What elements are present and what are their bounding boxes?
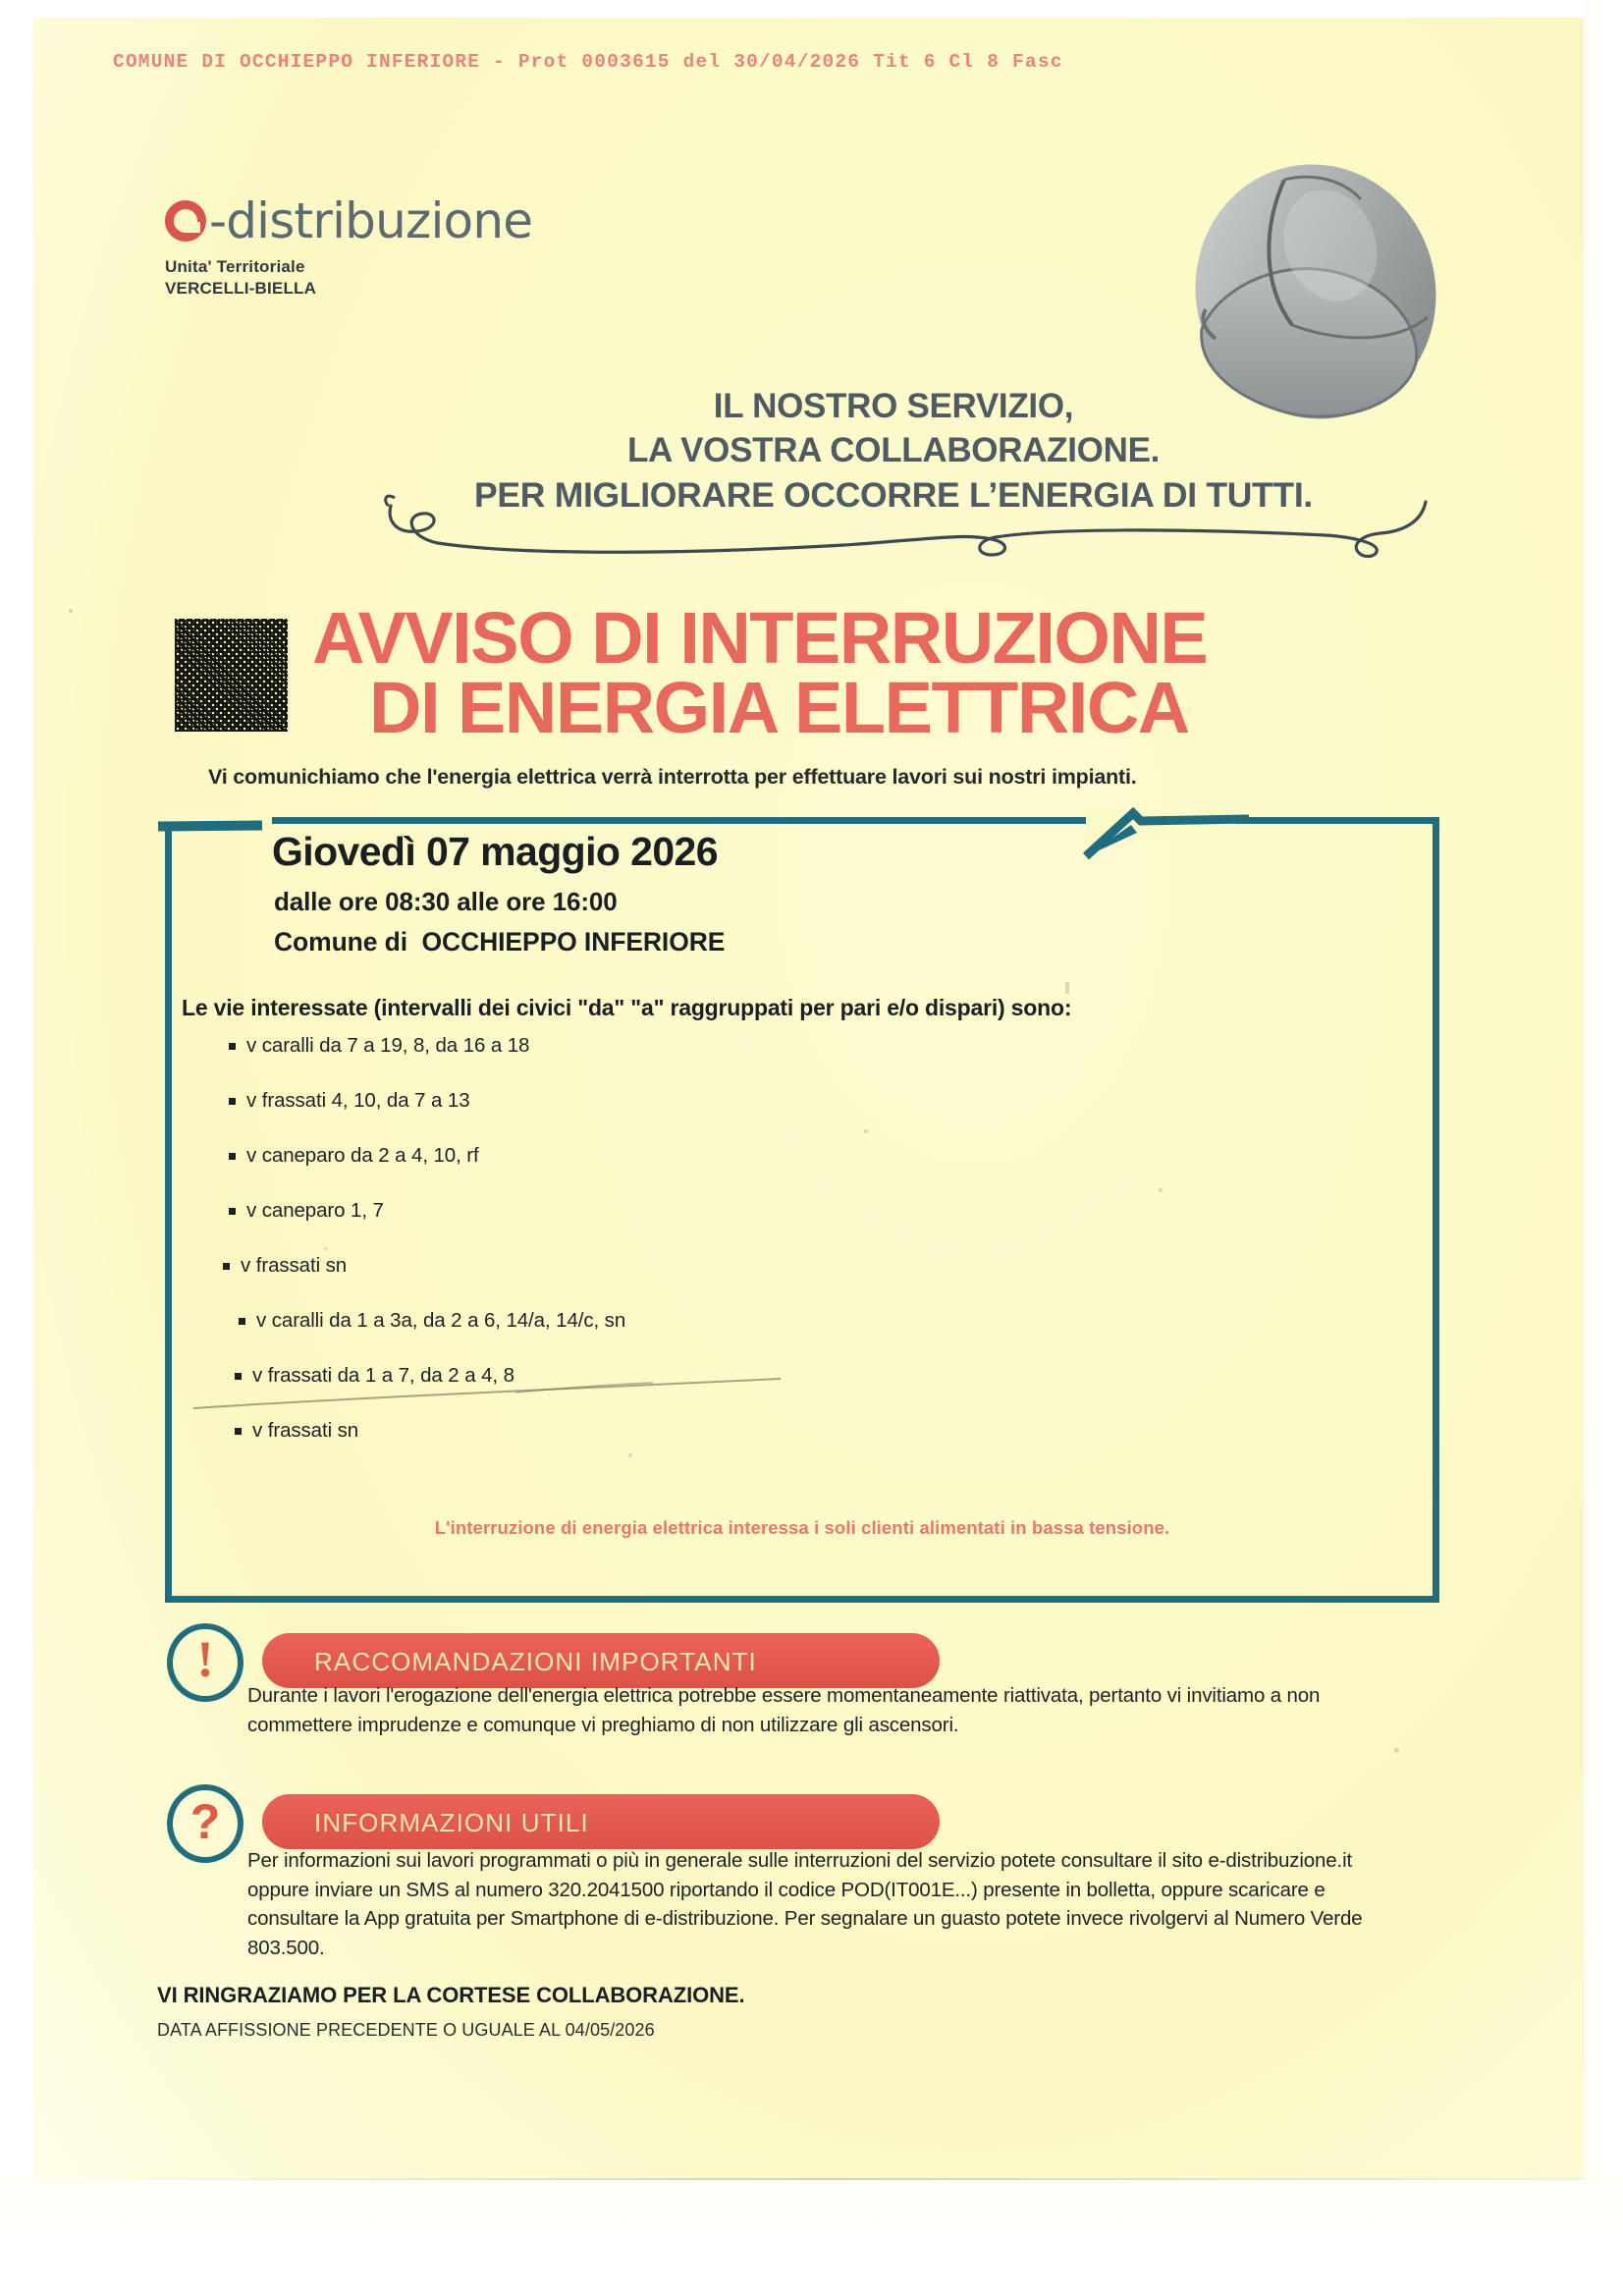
title-line-1: AVVISO DI INTERRUZIONE <box>312 597 1208 679</box>
section-bar <box>262 1794 940 1849</box>
scan-margin-left <box>0 0 33 2296</box>
qr-code-stamp <box>175 619 288 732</box>
information-body: Per informazioni sui lavori programmati o più in generale sulle interruzioni del servizio potete consultare il sito e-distribuzione.it oppure inviare un SMS al numero 320.2041500 riportando il codice POD(IT001E...) presente in bolletta, oppure scaricare e consultare la App gratuita per Smartphone di e-distribuzione. Per segnalare un guasto potete invece rivolgervi al Numero Verde 803.500. <box>247 1849 1363 1960</box>
outage-date: Giovedì 07 maggio 2026 <box>272 829 718 874</box>
slogan-line-2: LA VOSTRA COLLABORAZIONE. <box>626 430 1161 469</box>
question-glyph: ? <box>189 1794 221 1849</box>
outage-comune <box>274 927 725 957</box>
squiggle-divider <box>383 488 1434 559</box>
scan-speck <box>1217 324 1222 329</box>
posting-date-line: DATA AFFISSIONE PRECEDENTE O UGUALE AL 04/05/2026 <box>157 2020 655 2040</box>
scan-speck <box>324 1247 327 1250</box>
unit-name: VERCELLI-BIELLA <box>165 278 317 298</box>
box-notch-left-bar <box>158 820 262 831</box>
scan-margin-bottom <box>0 2178 1623 2296</box>
list-item: v caneparo 1, 7 <box>221 1199 1301 1223</box>
list-item: v frassati sn <box>215 1254 1301 1278</box>
scan-fold-line <box>33 2178 1584 2180</box>
comune-name: OCCHIEPPO INFERIORE <box>421 927 726 957</box>
lead-text: Vi comunichiamo che l'energia elettrica verrà interrotta per effettuare lavori sui nostri impianti. <box>208 765 1137 789</box>
section-heading: INFORMAZIONI UTILI <box>314 1808 589 1837</box>
brand-logo <box>165 192 533 300</box>
scan-speck <box>864 1129 868 1133</box>
scan-speck <box>69 609 73 613</box>
low-voltage-note: L'interruzione di energia elettrica interessa i soli clienti alimentati in bassa tensione. <box>434 1517 1170 1538</box>
territorial-unit <box>165 256 532 300</box>
scan-speck <box>1065 982 1069 994</box>
list-item: v caralli da 1 a 3a, da 2 a 6, 14/a, 14/c, sn <box>231 1309 1301 1333</box>
comune-label: Comune di <box>274 927 408 957</box>
e-distribuzione-e-icon <box>165 200 206 242</box>
title-line-2: DI ENERGIA ELETTRICA <box>369 667 1189 749</box>
scan-speck <box>1394 1748 1399 1753</box>
unit-label: Unita' Territoriale <box>165 257 305 276</box>
scan-speck <box>1159 1188 1163 1192</box>
exclamation-glyph: ! <box>196 1632 214 1688</box>
list-item: v caralli da 7 a 19, 8, da 16 a 18 <box>221 1034 1301 1058</box>
streets-title: Le vie interessate (intervalli dei civici "da" "a" raggruppati per pari e/o dispari) sono: <box>182 995 1072 1020</box>
protocol-stamp: COMUNE DI OCCHIEPPO INFERIORE - Prot 0003615 del 30/04/2026 Tit 6 Cl 8 Fasc <box>113 51 1063 73</box>
page-title <box>312 597 1490 749</box>
brand-wordmark: -distribuzione <box>209 192 533 249</box>
box-arrow-icon <box>1082 807 1251 860</box>
list-item: v frassati sn <box>227 1419 1301 1443</box>
scan-artifact-line <box>191 1375 820 1424</box>
list-item: v frassati 4, 10, da 7 a 13 <box>221 1089 1301 1113</box>
section-bar <box>262 1633 940 1688</box>
list-item: v caneparo da 2 a 4, 10, rf <box>221 1144 1301 1168</box>
list-item: v frassati da 1 a 7, da 2 a 4, 8 <box>227 1364 1301 1388</box>
slogan-line-3: PER MIGLIORARE OCCORRE L’ENERGIA DI TUTTI. <box>474 474 1313 515</box>
recommendations-body: Durante i lavori l'erogazione dell'energia elettrica potrebbe essere momentaneamente riattivata, pertanto vi invitiamo a non commettere imprudenze e comunque vi preghiamo di non utilizzare gli ascensori. <box>247 1684 1321 1736</box>
scan-speck <box>628 1453 632 1457</box>
thanks-line: VI RINGRAZIAMO PER LA CORTESE COLLABORAZIONE. <box>157 1983 745 2007</box>
outage-time: dalle ore 08:30 alle ore 16:00 <box>274 887 618 916</box>
scan-margin-right <box>1584 0 1623 2296</box>
section-heading: RACCOMANDAZIONI IMPORTANTI <box>314 1647 757 1676</box>
slogan-line-1: IL NOSTRO SERVIZIO, <box>713 387 1074 425</box>
scan-margin-top <box>0 0 1623 18</box>
question-icon <box>167 1784 243 1863</box>
exclamation-icon <box>167 1623 243 1702</box>
